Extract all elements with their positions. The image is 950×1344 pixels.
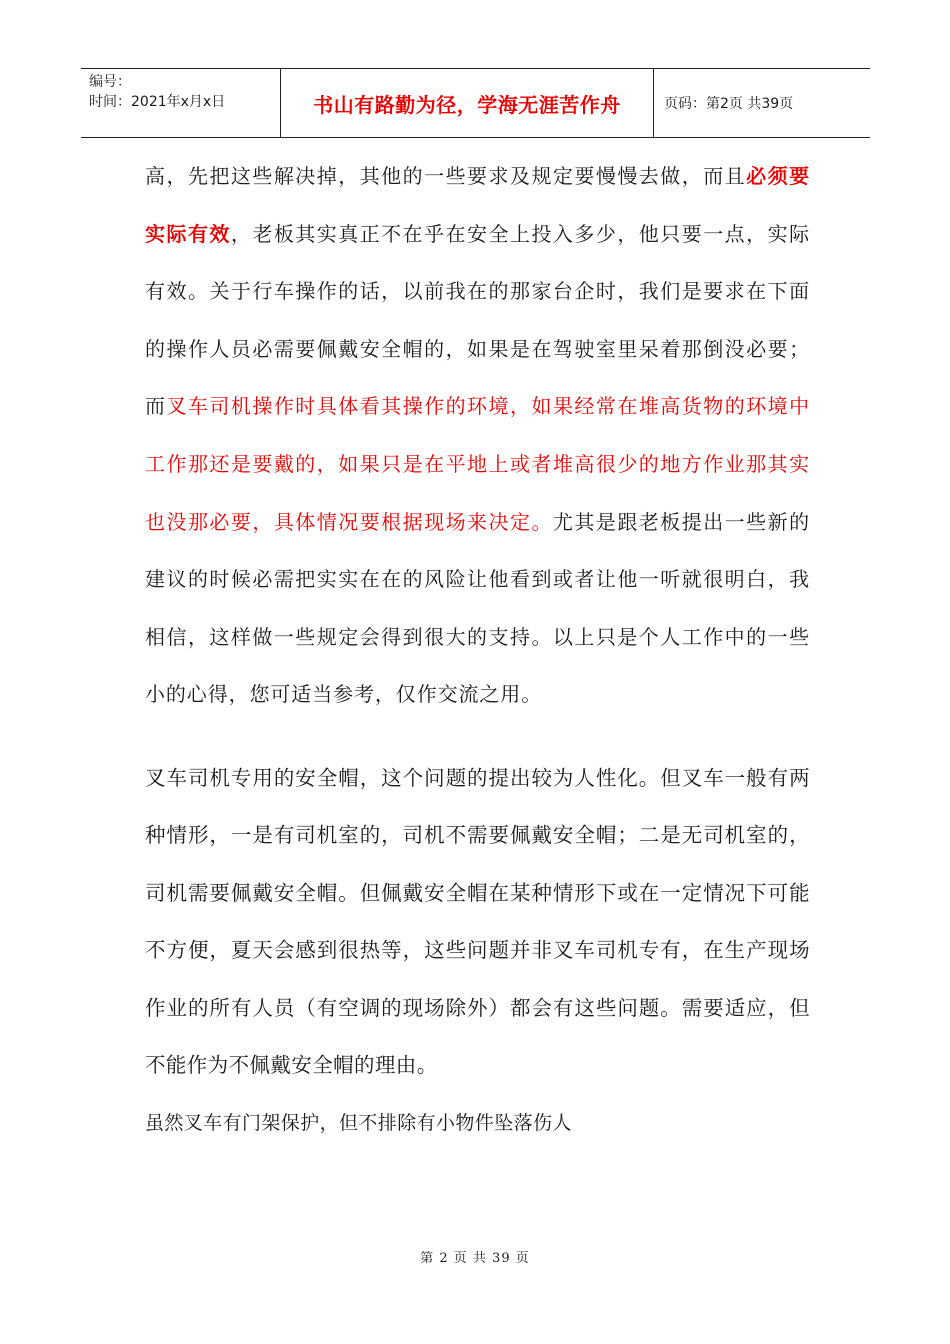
p1-text-a: 高，先把这些解决掉，其他的一些要求及规定要慢慢去做，而且 <box>145 164 747 188</box>
number-label: 编号： <box>89 74 131 90</box>
header-motto: 书山有路勤为径，学海无涯苦作舟 <box>281 69 654 137</box>
document-body <box>145 148 810 1138</box>
header-page-info: 页码：第2页 共39页 <box>664 96 794 112</box>
header-meta <box>81 69 281 137</box>
p1-emphasis-red: 叉车司机操作时具体看其操作的环境，如果经常在堆高货物的环境中工作那还是要戴的，如果只是在平地上或者堆高很少的地方作业那其实也没那必要，具体情况要根据现场来决定。 <box>145 394 811 534</box>
paragraph-2: 叉车司机专用的安全帽，这个问题的提出较为人性化。但叉车一般有两种情形，一是有司机室的，司机不需要佩戴安全帽；二是无司机室的，司机需要佩戴安全帽。但佩戴安全帽在某种情形下或在一定情况下可能不方便，夏天会感到很热等，这些问题并非叉车司机专有，在生产现场作业的所有人员（有空调的现场除外）都会有这些问题。需要适应，但不能作为不佩戴安全帽的理由。 <box>145 765 810 1077</box>
p1-emphasis-bold: 必须要实际有效 <box>145 164 810 246</box>
page-header <box>81 68 870 138</box>
date-label: 时间：2021年x月x日 <box>89 94 226 110</box>
p1-text-c: ，老板其实真正不在乎在安全上投入多少，他只要一点，实际有效。关于行车操作的话，以前我在的那家台企时，我们是要求在下面的操作人员必需要佩戴安全帽的，如果是在驾驶室里呆着那倒没必要；而 <box>145 221 810 419</box>
paragraph-1 <box>145 148 810 724</box>
paragraph-3: 虽然叉车有门架保护，但不排除有小物件坠落伤人 <box>145 1112 572 1135</box>
page-footer: 第 2 页 共 39 页 <box>420 1251 530 1266</box>
p1-text-e: 尤其是跟老板提出一些新的建议的时候必需把实实在在的风险让他看到或者让他一听就很明白，我相信，这样做一些规定会得到很大的支持。以上只是个人工作中的一些小的心得，您可适当参考，仅作交流之用。 <box>145 509 810 707</box>
